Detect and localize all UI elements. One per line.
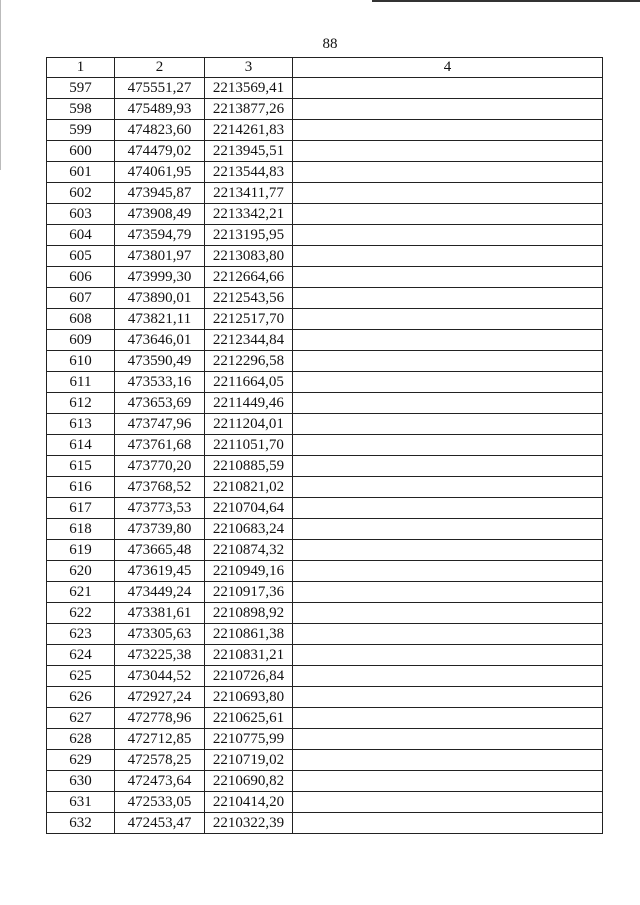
note-cell [293,330,603,351]
note-cell [293,162,603,183]
point-number-cell: 618 [47,519,115,540]
x-coordinate-cell: 473590,49 [115,351,205,372]
y-coordinate-cell: 2210704,64 [205,498,293,519]
x-coordinate-cell: 473619,45 [115,561,205,582]
x-coordinate-cell: 473821,11 [115,309,205,330]
x-coordinate-cell: 473044,52 [115,666,205,687]
point-number-cell: 600 [47,141,115,162]
table-row [47,120,603,141]
point-number-cell: 621 [47,582,115,603]
y-coordinate-cell: 2210775,99 [205,729,293,750]
point-number-cell: 632 [47,813,115,834]
table-row [47,99,603,120]
note-cell [293,246,603,267]
y-coordinate-cell: 2210917,36 [205,582,293,603]
y-coordinate-cell: 2210693,80 [205,687,293,708]
point-number-cell: 629 [47,750,115,771]
x-coordinate-cell: 472578,25 [115,750,205,771]
point-number-cell: 611 [47,372,115,393]
note-cell [293,624,603,645]
note-cell [293,183,603,204]
x-coordinate-cell: 474479,02 [115,141,205,162]
note-cell [293,435,603,456]
x-coordinate-cell: 473890,01 [115,288,205,309]
x-coordinate-cell: 473945,87 [115,183,205,204]
y-coordinate-cell: 2213945,51 [205,141,293,162]
table-row [47,162,603,183]
note-cell [293,498,603,519]
table-row [47,624,603,645]
table-row [47,540,603,561]
note-cell [293,666,603,687]
x-coordinate-cell: 472473,64 [115,771,205,792]
y-coordinate-cell: 2211664,05 [205,372,293,393]
table-row [47,141,603,162]
page-number: 88 [322,36,338,52]
note-cell [293,414,603,435]
note-cell [293,750,603,771]
y-coordinate-cell: 2210683,24 [205,519,293,540]
point-number-cell: 626 [47,687,115,708]
x-coordinate-cell: 473908,49 [115,204,205,225]
table-row [47,603,603,624]
y-coordinate-cell: 2210885,59 [205,456,293,477]
x-coordinate-cell: 473449,24 [115,582,205,603]
y-coordinate-cell: 2210821,02 [205,477,293,498]
x-coordinate-cell: 472533,05 [115,792,205,813]
y-coordinate-cell: 2210949,16 [205,561,293,582]
point-number-cell: 615 [47,456,115,477]
point-number-cell: 630 [47,771,115,792]
top-rule [372,0,640,2]
table-row [47,813,603,834]
y-coordinate-cell: 2210625,61 [205,708,293,729]
table-row [47,351,603,372]
note-cell [293,351,603,372]
note-cell [293,792,603,813]
table-row [47,729,603,750]
table-row [47,78,603,99]
y-coordinate-cell: 2212296,58 [205,351,293,372]
x-coordinate-cell: 473770,20 [115,456,205,477]
y-coordinate-cell: 2210898,92 [205,603,293,624]
point-number-cell: 628 [47,729,115,750]
note-cell [293,729,603,750]
x-coordinate-cell: 475551,27 [115,78,205,99]
y-coordinate-cell: 2211449,46 [205,393,293,414]
note-cell [293,813,603,834]
note-cell [293,708,603,729]
x-coordinate-cell: 473665,48 [115,540,205,561]
table-row [47,225,603,246]
header-cell-1: 1 [47,58,115,78]
y-coordinate-cell: 2213569,41 [205,78,293,99]
table-row [47,645,603,666]
x-coordinate-cell: 472927,24 [115,687,205,708]
table-row [47,561,603,582]
table-row [47,687,603,708]
point-number-cell: 631 [47,792,115,813]
note-cell [293,393,603,414]
point-number-cell: 625 [47,666,115,687]
point-number-cell: 614 [47,435,115,456]
note-cell [293,204,603,225]
table-row [47,393,603,414]
y-coordinate-cell: 2213544,83 [205,162,293,183]
x-coordinate-cell: 473739,80 [115,519,205,540]
table-row [47,309,603,330]
table-row [47,771,603,792]
note-cell [293,540,603,561]
y-coordinate-cell: 2212517,70 [205,309,293,330]
header-cell-4: 4 [293,58,603,78]
y-coordinate-cell: 2210726,84 [205,666,293,687]
point-number-cell: 617 [47,498,115,519]
y-coordinate-cell: 2212344,84 [205,330,293,351]
point-number-cell: 605 [47,246,115,267]
table-row [47,288,603,309]
x-coordinate-cell: 474823,60 [115,120,205,141]
note-cell [293,603,603,624]
point-number-cell: 622 [47,603,115,624]
x-coordinate-cell: 473594,79 [115,225,205,246]
point-number-cell: 607 [47,288,115,309]
point-number-cell: 623 [47,624,115,645]
table-row [47,267,603,288]
point-number-cell: 597 [47,78,115,99]
y-coordinate-cell: 2210861,38 [205,624,293,645]
y-coordinate-cell: 2210322,39 [205,813,293,834]
x-coordinate-cell: 472712,85 [115,729,205,750]
x-coordinate-cell: 475489,93 [115,99,205,120]
x-coordinate-cell: 473305,63 [115,624,205,645]
x-coordinate-cell: 472453,47 [115,813,205,834]
point-number-cell: 613 [47,414,115,435]
y-coordinate-cell: 2211204,01 [205,414,293,435]
y-coordinate-cell: 2213083,80 [205,246,293,267]
y-coordinate-cell: 2212664,66 [205,267,293,288]
point-number-cell: 624 [47,645,115,666]
point-number-cell: 627 [47,708,115,729]
note-cell [293,582,603,603]
note-cell [293,519,603,540]
table-row [47,792,603,813]
x-coordinate-cell: 473381,61 [115,603,205,624]
note-cell [293,477,603,498]
y-coordinate-cell: 2213342,21 [205,204,293,225]
y-coordinate-cell: 2211051,70 [205,435,293,456]
x-coordinate-cell: 473761,68 [115,435,205,456]
note-cell [293,267,603,288]
point-number-cell: 599 [47,120,115,141]
y-coordinate-cell: 2210690,82 [205,771,293,792]
table-row [47,750,603,771]
x-coordinate-cell: 474061,95 [115,162,205,183]
page-edge-mark [0,0,1,170]
table-row [47,372,603,393]
table-row [47,330,603,351]
note-cell [293,771,603,792]
y-coordinate-cell: 2213877,26 [205,99,293,120]
table-row [47,183,603,204]
point-number-cell: 616 [47,477,115,498]
point-number-cell: 603 [47,204,115,225]
coordinates-table [46,57,603,834]
note-cell [293,120,603,141]
table-row [47,414,603,435]
note-cell [293,225,603,246]
y-coordinate-cell: 2213195,95 [205,225,293,246]
x-coordinate-cell: 473773,53 [115,498,205,519]
table-header-row [47,58,603,78]
table-row [47,582,603,603]
table-row [47,498,603,519]
note-cell [293,561,603,582]
table-row [47,204,603,225]
y-coordinate-cell: 2210719,02 [205,750,293,771]
y-coordinate-cell: 2210414,20 [205,792,293,813]
note-cell [293,645,603,666]
point-number-cell: 604 [47,225,115,246]
y-coordinate-cell: 2210874,32 [205,540,293,561]
table-row [47,477,603,498]
point-number-cell: 610 [47,351,115,372]
x-coordinate-cell: 473646,01 [115,330,205,351]
point-number-cell: 601 [47,162,115,183]
note-cell [293,78,603,99]
x-coordinate-cell: 473533,16 [115,372,205,393]
note-cell [293,687,603,708]
point-number-cell: 598 [47,99,115,120]
y-coordinate-cell: 2214261,83 [205,120,293,141]
note-cell [293,288,603,309]
x-coordinate-cell: 473768,52 [115,477,205,498]
table-row [47,456,603,477]
y-coordinate-cell: 2212543,56 [205,288,293,309]
table-row [47,666,603,687]
y-coordinate-cell: 2213411,77 [205,183,293,204]
point-number-cell: 620 [47,561,115,582]
table-body [47,78,603,834]
point-number-cell: 609 [47,330,115,351]
x-coordinate-cell: 473999,30 [115,267,205,288]
note-cell [293,141,603,162]
table-row [47,435,603,456]
note-cell [293,99,603,120]
note-cell [293,372,603,393]
x-coordinate-cell: 473747,96 [115,414,205,435]
x-coordinate-cell: 473653,69 [115,393,205,414]
header-cell-2: 2 [115,58,205,78]
x-coordinate-cell: 472778,96 [115,708,205,729]
point-number-cell: 602 [47,183,115,204]
table-row [47,246,603,267]
x-coordinate-cell: 473225,38 [115,645,205,666]
point-number-cell: 619 [47,540,115,561]
y-coordinate-cell: 2210831,21 [205,645,293,666]
note-cell [293,456,603,477]
x-coordinate-cell: 473801,97 [115,246,205,267]
point-number-cell: 612 [47,393,115,414]
table-row [47,519,603,540]
point-number-cell: 608 [47,309,115,330]
header-cell-3: 3 [205,58,293,78]
note-cell [293,309,603,330]
table-row [47,708,603,729]
point-number-cell: 606 [47,267,115,288]
